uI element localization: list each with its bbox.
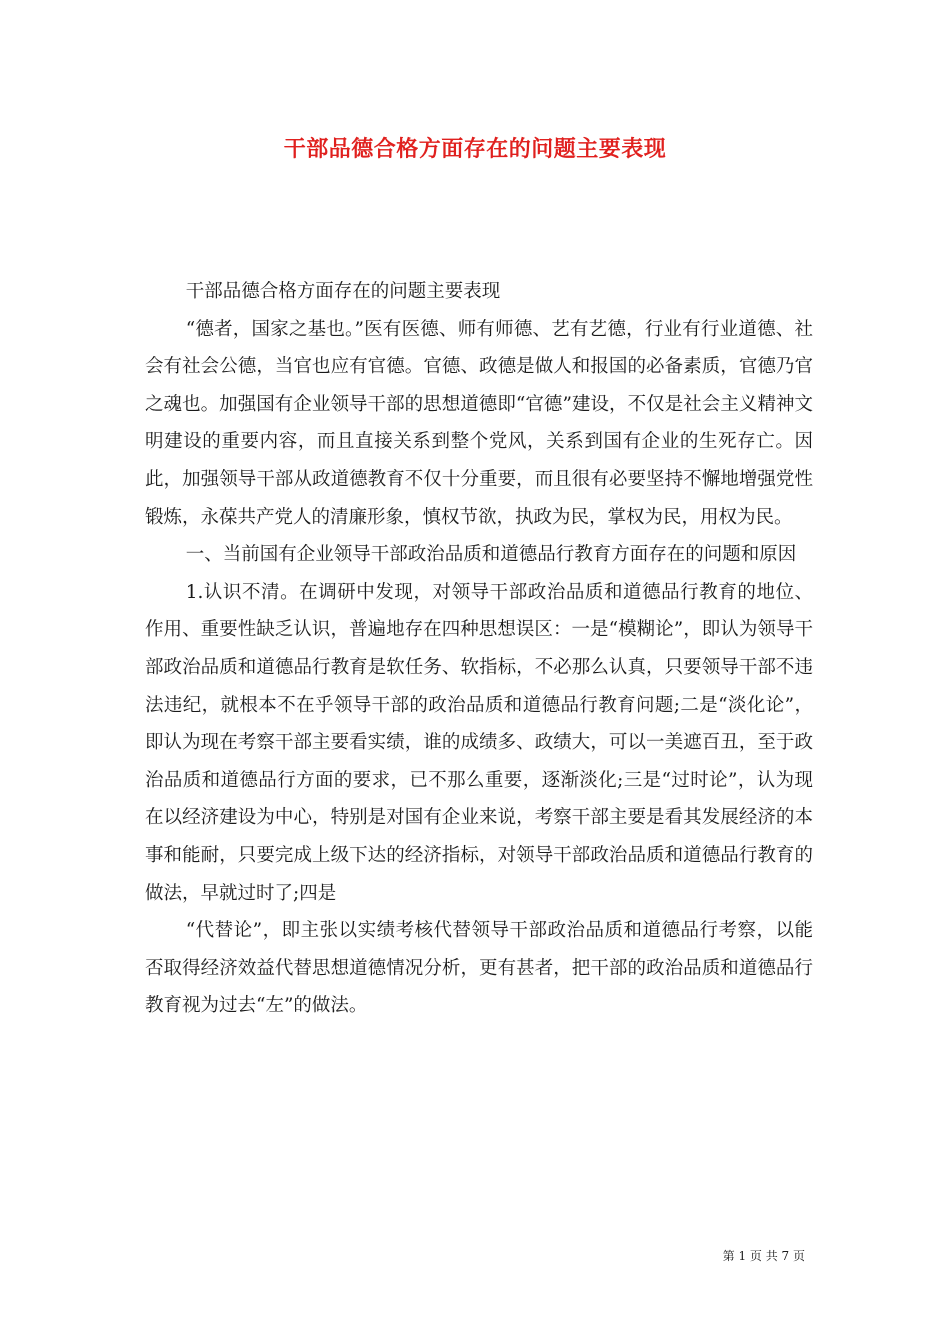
paragraph-intro: “德者，国家之基也。”医有医德、师有师德、艺有艺德，行业有行业道德、社会有社会公德，当官也应有官德。官德、政德是做人和报国的必备素质，官德乃官之魂也。加强国有企业领导干部的思想道德即“官德”建设，不仅是社会主义精神文明建设的重要内容，而且直接关系到整个党风，关系到国有企业的生死存亡。因此，加强领导干部从政道德教育不仅十分重要，而且很有必要坚持不懈地增强党性锻炼，永葆共产党人的清廉形象，慎权节欲，执政为民，掌权为民，用权为民。 [145, 318, 813, 528]
document-body [145, 273, 813, 1025]
paragraph-section-heading: 一、当前国有企业领导干部政治品质和道德品行教育方面存在的问题和原因 [185, 544, 797, 566]
page-number: 第 1 页 共 7 页 [722, 1249, 805, 1263]
paragraph-point-1-continued: “代替论”，即主张以实绩考核代替领导干部政治品质和道德品行考察，以能否取得经济效益代替思想道德情况分析，更有甚者，把干部的政治品质和道德品行教育视为过去“左”的做法。 [145, 920, 813, 1017]
page-title: 干部品德合格方面存在的问题主要表现 [283, 136, 667, 162]
paragraph-heading: 干部品德合格方面存在的问题主要表现 [185, 281, 501, 302]
paragraph-point-1: 1.认识不清。在调研中发现，对领导干部政治品质和道德品行教育的地位、作用、重要性缺乏认识，普遍地存在四种思想误区：一是“模糊论”，即认为领导干部政治品质和道德品行教育是软任务、软指标，不必那么认真，只要领导干部不违法违纪，就根本不在乎领导干部的政治品质和道德品行教育问题;二是“淡化论”，即认为现在考察干部主要看实绩，谁的成绩多、政绩大，可以一美遮百丑，至于政治品质和道德品行方面的要求，已不那么重要，逐渐淡化;三是“过时论”，认为现在以经济建设为中心，特别是对国有企业来说，考察干部主要是看其发展经济的本事和能耐，只要完成上级下达的经济指标，对领导干部政治品质和道德品行教育的做法，早就过时了;四是 [145, 581, 813, 904]
